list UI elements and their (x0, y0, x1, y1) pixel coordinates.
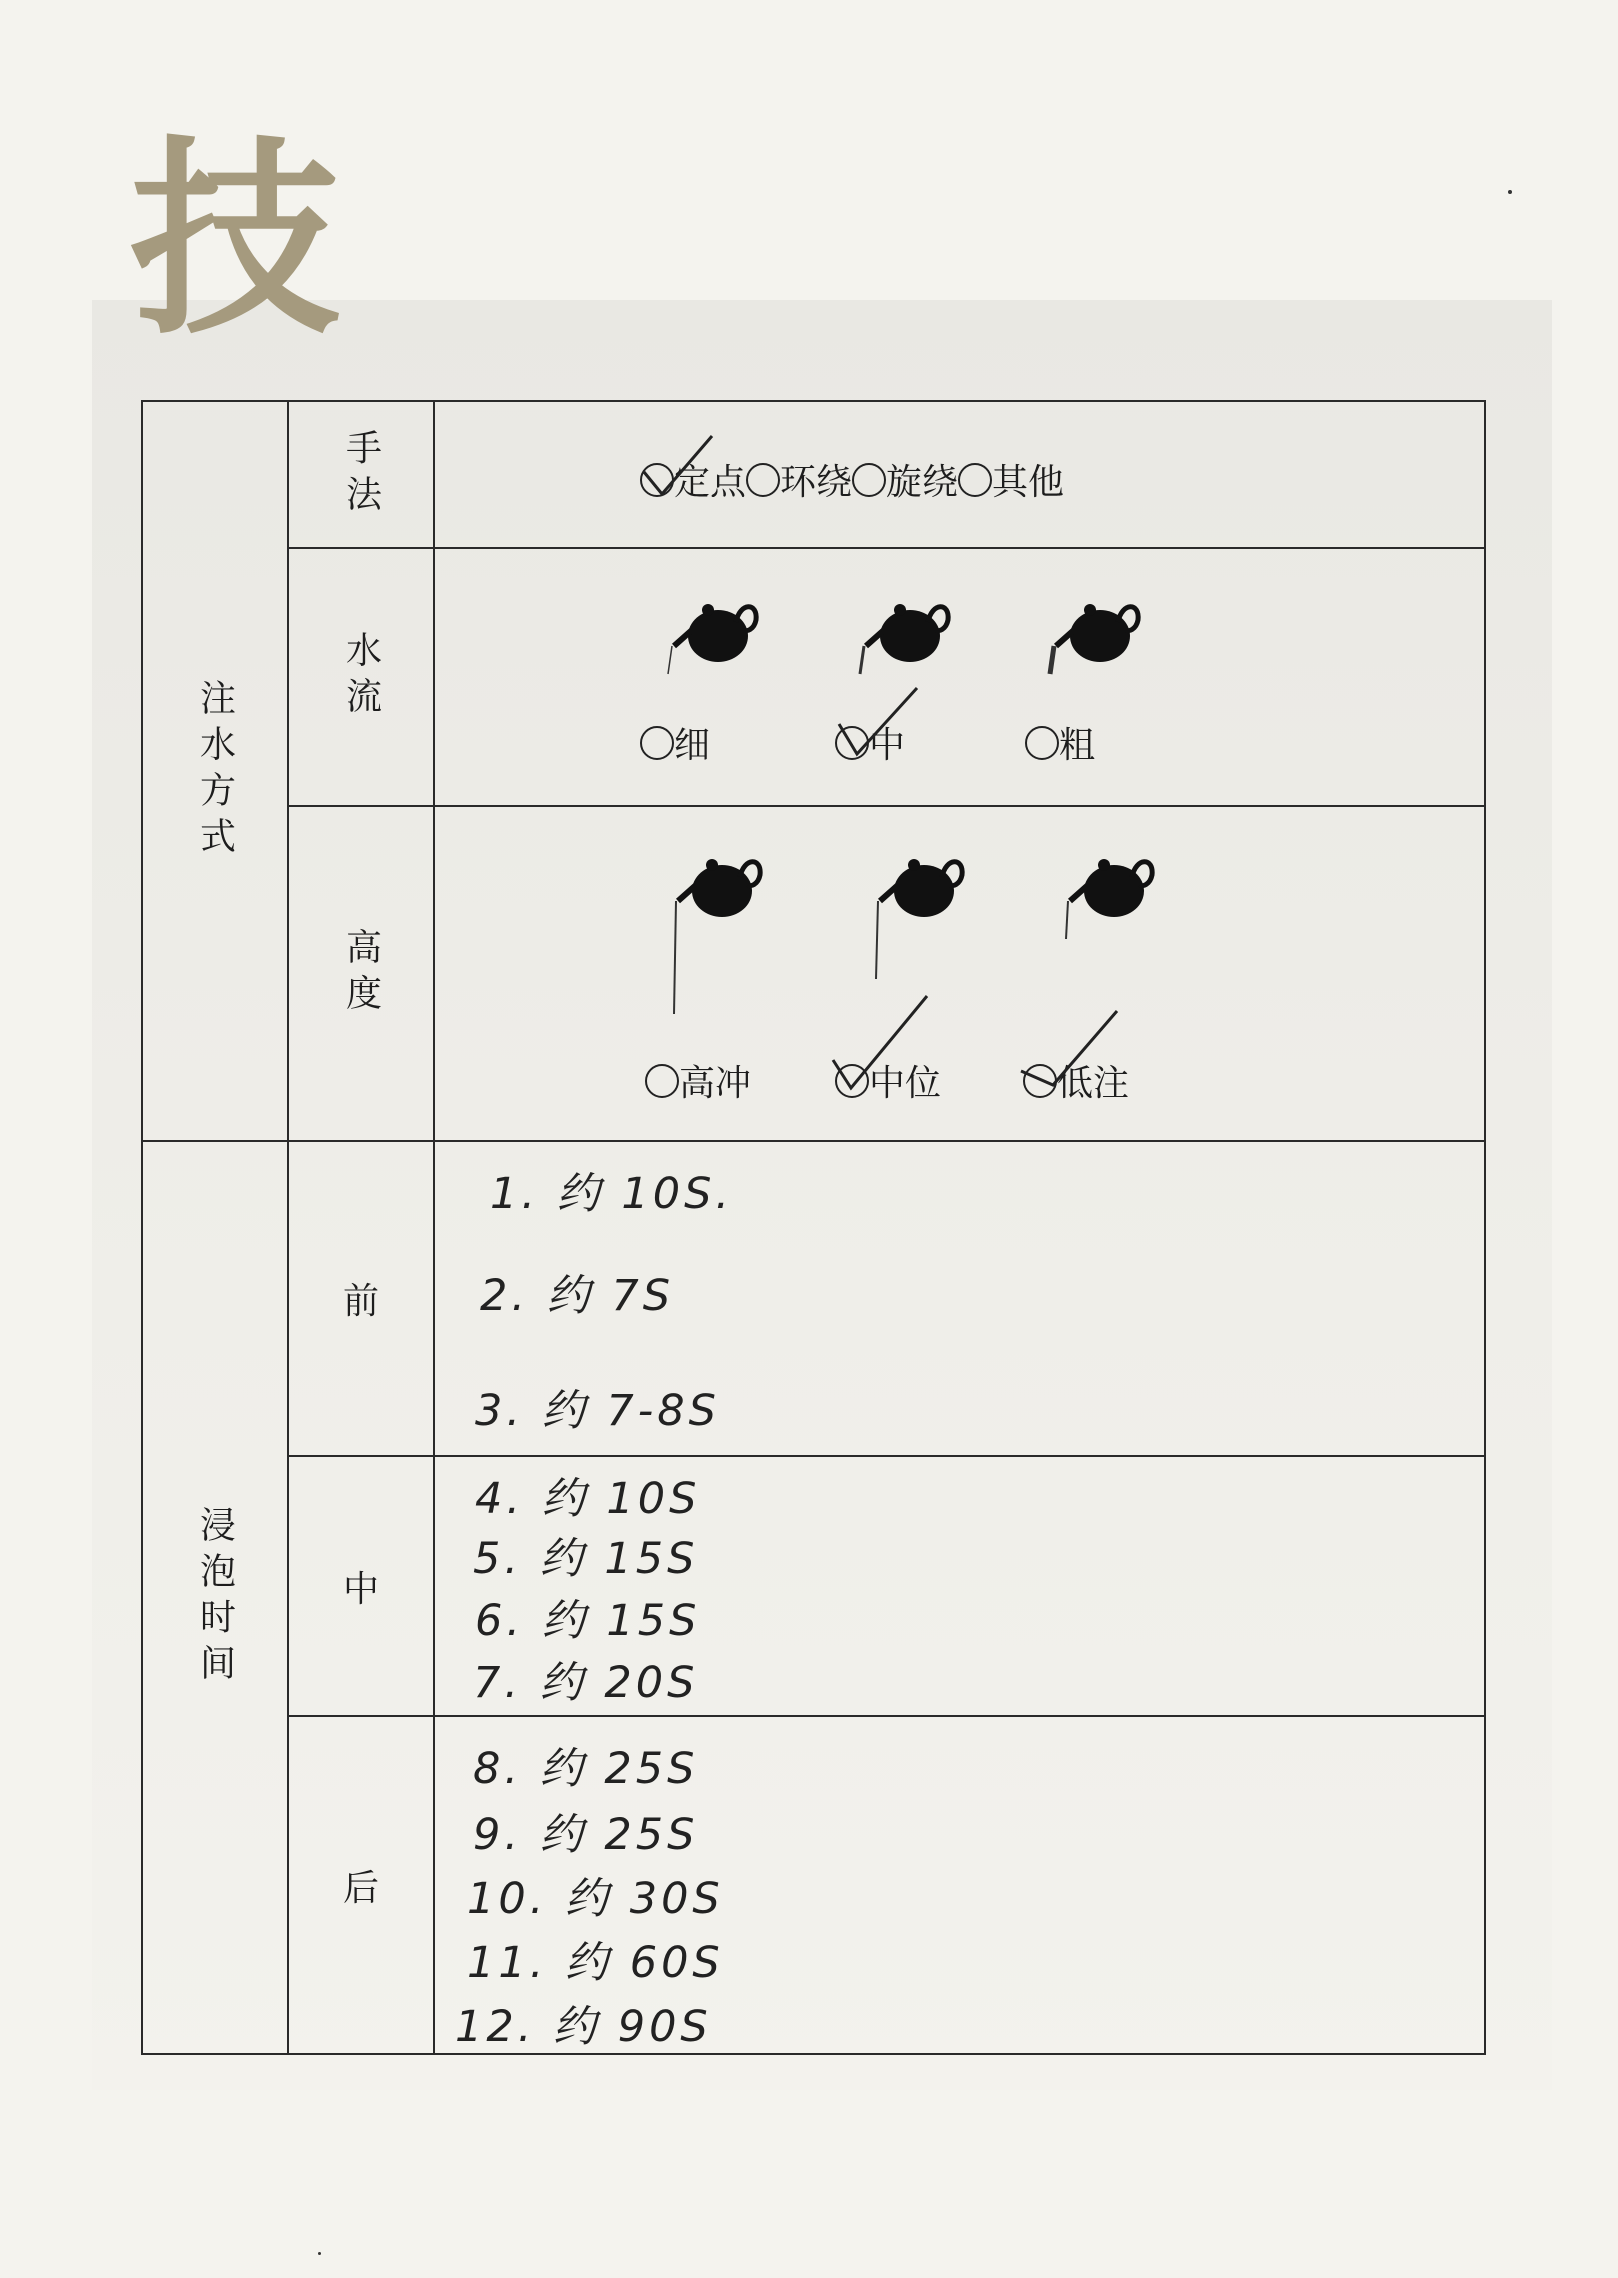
middle-label: 中 (342, 1568, 379, 1610)
early-label-cell (288, 1141, 434, 1456)
middle-entries-cell (434, 1456, 1485, 1716)
teapot-thin-stream-icon (660, 584, 760, 694)
checkmark-icon (835, 684, 925, 764)
technique-label-cell (288, 401, 434, 548)
teapot-high-pour-icon (660, 839, 770, 1019)
pour-method-label-cell (142, 401, 288, 1141)
radio-circle[interactable] (1025, 726, 1059, 760)
steep-time-label-cell (142, 1141, 288, 2054)
steep-entry-12: 12. 约 90S (455, 2002, 712, 2052)
steep-entry-4: 4. 约 10S (475, 1474, 701, 1524)
steep-entry-10: 10. 约 30S (467, 1874, 724, 1924)
steep-entry-8: 8. 约 25S (473, 1744, 699, 1794)
paper-speck (318, 2252, 321, 2255)
technique-label: 手法 (340, 428, 382, 521)
late-label-cell (288, 1716, 434, 2054)
steep-time-label: 浸泡时间 (194, 1505, 236, 1690)
late-entries-cell (434, 1716, 1485, 2054)
steep-entry-11: 11. 约 60S (467, 1938, 724, 1988)
checkmark-icon (640, 432, 720, 502)
radio-circle[interactable] (640, 726, 674, 760)
teapot-medium-stream-icon (852, 584, 952, 694)
early-label: 前 (342, 1281, 379, 1322)
radio-circle[interactable] (852, 463, 886, 497)
steep-entry-3: 3. 约 7-8S (475, 1386, 720, 1436)
option-thick[interactable]: 粗 (1025, 717, 1095, 768)
option-spiral[interactable]: 旋绕 (852, 454, 958, 505)
brewing-form (141, 400, 1486, 2055)
option-fixed-point[interactable]: 定点 (640, 454, 746, 505)
water-flow-options-cell (434, 548, 1485, 806)
option-high-pour[interactable]: 高冲 (645, 1055, 751, 1106)
height-label: 高度 (340, 927, 382, 1020)
steep-entry-2: 2. 约 7S (480, 1271, 675, 1321)
option-low-pour[interactable]: 低注 (1023, 1055, 1129, 1106)
steep-entry-9: 9. 约 25S (473, 1810, 699, 1860)
section-title-char: 技 (130, 116, 341, 363)
steep-entry-6: 6. 约 15S (475, 1596, 701, 1646)
radio-circle[interactable] (746, 463, 780, 497)
early-entries-cell (434, 1141, 1485, 1456)
steep-entry-1: 1. 约 10S. (490, 1169, 734, 1219)
radio-circle[interactable] (645, 1064, 679, 1098)
pour-method-label: 注水方式 (194, 679, 236, 863)
water-flow-label-cell (288, 548, 434, 806)
option-surround[interactable]: 环绕 (746, 454, 852, 505)
water-flow-label: 水流 (340, 631, 382, 723)
paper-speck (1508, 190, 1512, 194)
option-thin[interactable]: 细 (640, 717, 710, 768)
steep-entry-7: 7. 约 20S (473, 1658, 699, 1708)
option-mid-pour[interactable]: 中位 (835, 1055, 941, 1106)
teapot-mid-pour-icon (862, 839, 972, 989)
teapot-low-pour-icon (1052, 839, 1162, 959)
radio-circle[interactable] (958, 463, 992, 497)
technique-options-cell (434, 401, 1485, 548)
teapot-thick-stream-icon (1042, 584, 1142, 694)
height-label-cell (288, 806, 434, 1141)
steep-entry-5: 5. 约 15S (473, 1534, 699, 1584)
checkmark-icon (1017, 1007, 1127, 1097)
late-label: 后 (342, 1867, 379, 1909)
option-medium[interactable]: 中 (835, 717, 905, 768)
checkmark-icon (827, 992, 937, 1102)
option-other[interactable]: 其他 (958, 454, 1064, 505)
height-options-cell (434, 806, 1485, 1141)
middle-label-cell (288, 1456, 434, 1716)
